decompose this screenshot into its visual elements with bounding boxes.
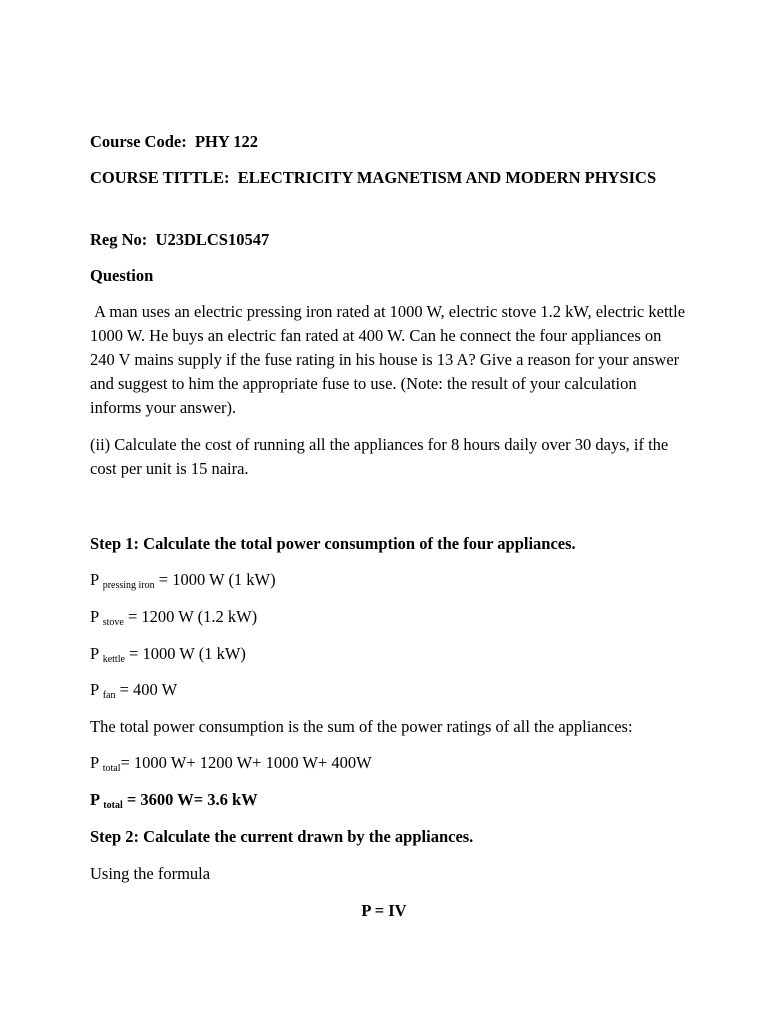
course-code-label: Course Code:: [90, 132, 187, 151]
reg-no-label: Reg No:: [90, 230, 148, 249]
formula: P = IV: [361, 901, 407, 920]
reg-no-line: [90, 228, 690, 252]
total-result: [90, 788, 690, 812]
total-sum: [90, 751, 690, 775]
total-intro: The total power consumption is the sum of the power ratings of all the appliances:: [90, 717, 633, 736]
power-subscript: stove: [102, 617, 124, 628]
power-symbol: P: [90, 570, 99, 589]
power-symbol: P: [90, 790, 100, 809]
course-code-line: [90, 130, 690, 154]
power-kettle: [90, 642, 690, 666]
course-title-label: COURSE TITTLE:: [90, 168, 230, 187]
power-value: = 1000 W (1 kW): [124, 644, 246, 663]
question-part-ii: (ii) Calculate the cost of running all the appliances for 8 hours daily over 30 days, if the cost per unit is 15 naira.: [90, 435, 669, 478]
power-value: = 1200 W (1.2 kW): [123, 607, 258, 626]
power-value: = 1000 W (1 kW): [154, 570, 276, 589]
power-pressing-iron: [90, 568, 690, 592]
power-fan: [90, 678, 690, 702]
reg-no-value: U23DLCS10547: [155, 230, 270, 249]
formula-intro: Using the formula: [90, 864, 211, 883]
power-subscript: total: [103, 800, 123, 811]
power-symbol: P: [90, 680, 99, 699]
power-value: = 1000 W+ 1200 W+ 1000 W+ 400W: [120, 753, 372, 772]
course-title-line: [90, 166, 690, 190]
power-subscript: fan: [102, 690, 116, 701]
course-code-value: PHY 122: [194, 132, 259, 151]
power-stove: [90, 605, 690, 629]
power-symbol: P: [90, 644, 99, 663]
power-value: = 400 W: [115, 680, 178, 699]
power-value: = 3600 W= 3.6 kW: [122, 790, 258, 809]
power-subscript: kettle: [102, 654, 125, 665]
question-heading: Question: [90, 266, 154, 285]
step1-heading: Step 1: Calculate the total power consumption of the four appliances.: [90, 534, 576, 553]
question-part-i: A man uses an electric pressing iron rated at 1000 W, electric stove 1.2 kW, electric kettle 1000 W. He buys an electric fan rated at 400 W. Can he connect the four appliances on 240 V mains supply if the fuse rating in his house is 13 A? Give a reason for your answer and suggest to him the appropriate fuse to use. (Note: the result of your calculation informs your answer).: [90, 302, 690, 417]
step2-heading: Step 2: Calculate the current drawn by the appliances.: [90, 827, 474, 846]
power-symbol: P: [90, 607, 99, 626]
power-subscript: pressing iron: [102, 580, 155, 591]
power-symbol: P: [90, 753, 99, 772]
power-subscript: total: [102, 763, 121, 774]
course-title-value: ELECTRICITY MAGNETISM AND MODERN PHYSICS: [237, 168, 657, 187]
